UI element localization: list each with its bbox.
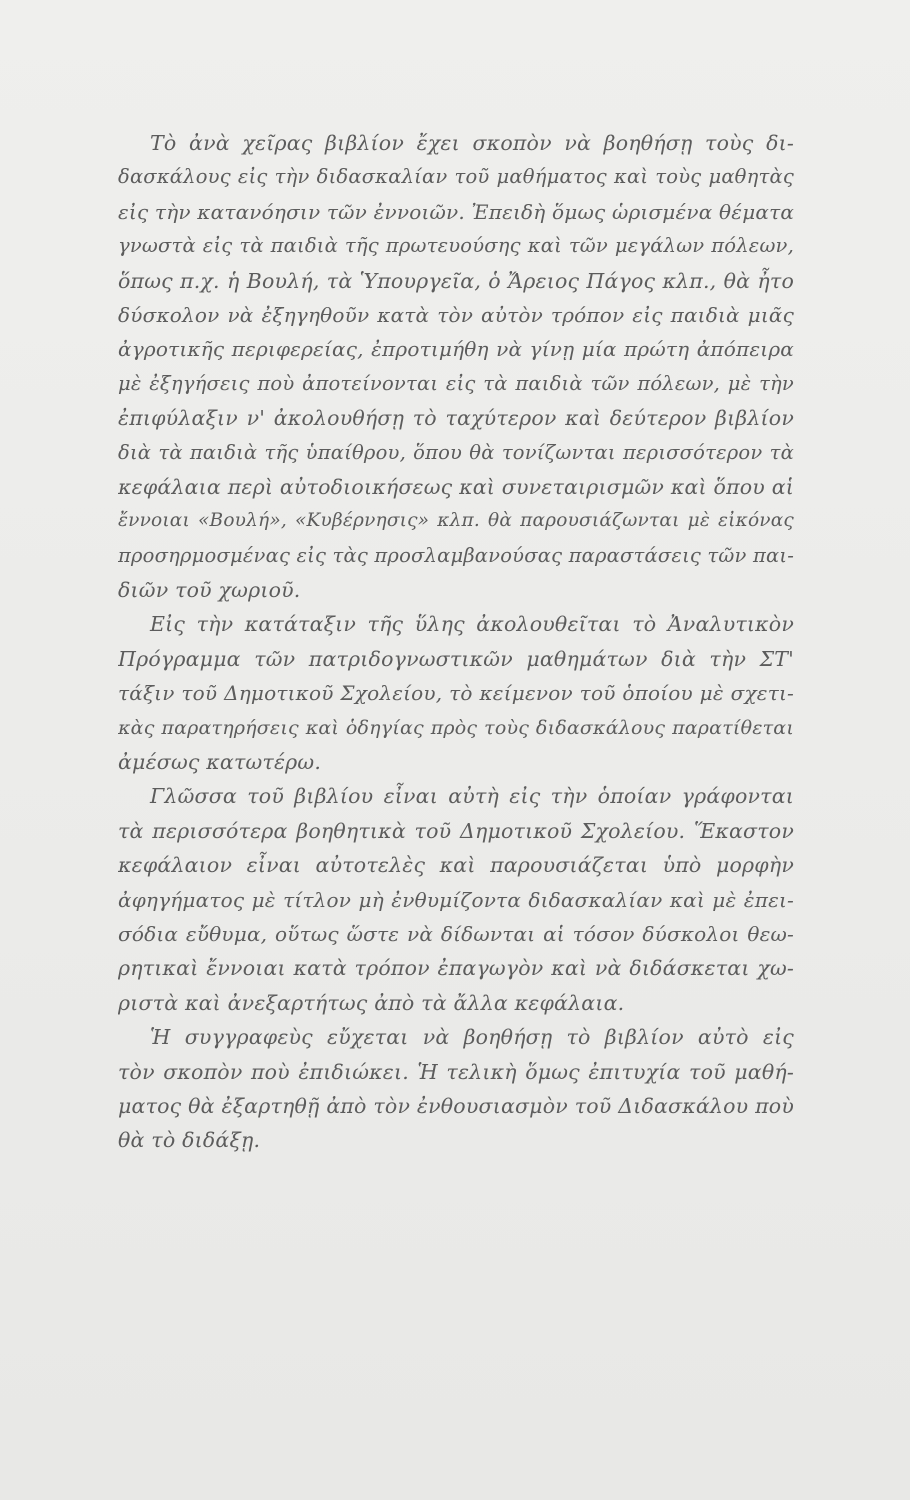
text-line: διὰ τὰ παιδιὰ τῆς ὑπαίθρου, ὅπου θὰ τονίζωνται περισσότερον τὰ	[118, 440, 794, 464]
text-line: ἔννοιαι «Βουλή», «Κυβέρνησις» κλπ. θὰ παρουσιάζωνται μὲ εἰκόνας	[118, 510, 794, 532]
text-line: κὰς παρατηρήσεις καὶ ὁδηγίας πρὸς τοὺς διδασκάλους παρατίθεται	[118, 716, 794, 739]
text-line: Πρόγραμμα τῶν πατριδογνωστικῶν μαθημάτων διὰ τὴν ΣΤ'	[118, 646, 794, 671]
text-line: τάξιν τοῦ Δημοτικοῦ Σχολείου, τὸ κείμενον τοῦ ὁποίου μὲ σχετι-	[118, 681, 794, 706]
preface-text	[118, 126, 794, 1158]
text-line: ρητικαὶ ἔννοιαι κατὰ τρόπον ἐπαγωγὸν καὶ νὰ διδάσκεται χω-	[118, 956, 794, 981]
text-line: Τὸ ἀνὰ χεῖρας βιβλίον ἔχει σκοπὸν νὰ βοηθήσῃ τοὺς δι-	[150, 131, 794, 155]
text-line: δασκάλους εἰς τὴν διδασκαλίαν τοῦ μαθήματος καὶ τοὺς μαθητὰς	[118, 165, 794, 189]
text-line: ἀγροτικῆς περιφερείας, ἐπροτιμήθη νὰ γίνῃ μία πρώτη ἀπόπειρα	[118, 337, 794, 362]
text-line: Γλῶσσα τοῦ βιβλίου εἶναι αὐτὴ εἰς τὴν ὁποίαν γράφονται	[150, 784, 794, 809]
text-line: Ἡ συγγραφεὺς εὔχεται νὰ βοηθήσῃ τὸ βιβλίον αὐτὸ εἰς	[150, 1025, 794, 1050]
text-line: εἰς τὴν κατανόησιν τῶν ἐννοιῶν. Ἐπειδὴ ὅμως ὡρισμένα θέματα	[118, 199, 794, 224]
text-line: γνωστὰ εἰς τὰ παιδιὰ τῆς πρωτευούσης καὶ τῶν μεγάλων πόλεων,	[118, 234, 794, 258]
text-line: μὲ ἐξηγήσεις ποὺ ἀποτείνονται εἰς τὰ παιδιὰ τῶν πόλεων, μὲ τὴν	[118, 371, 794, 395]
text-line: κεφάλαια περὶ αὐτοδιοικήσεως καὶ συνεταιρισμῶν καὶ ὅπου αἱ	[118, 474, 794, 499]
text-line: σόδια εὔθυμα, οὕτως ὥστε νὰ δίδωνται αἱ τόσον δύσκολοι θεω-	[118, 921, 794, 946]
text-line: δύσκολον νὰ ἐξηγηθοῦν κατὰ τὸν αὐτὸν τρόπον εἰς παιδιὰ μιᾶς	[118, 302, 794, 327]
text-line: θὰ τὸ διδάξῃ.	[118, 1128, 261, 1153]
text-line: ἀφηγήματος μὲ τίτλον μὴ ἐνθυμίζοντα διδασκαλίαν καὶ μὲ ἐπει-	[118, 887, 794, 912]
text-line: προσηρμοσμένας εἰς τὰς προσλαμβανούσας παραστάσεις τῶν παι-	[118, 543, 794, 567]
text-line: ἀμέσως κατωτέρω.	[118, 750, 322, 775]
text-line: Εἰς τὴν κατάταξιν τῆς ὕλης ἀκολουθεῖται τὸ Ἀναλυτικὸν	[150, 612, 794, 637]
text-line: τὸν σκοπὸν ποὺ ἐπιδιώκει. Ἡ τελικὴ ὅμως ἐπιτυχία τοῦ μαθή-	[118, 1059, 794, 1084]
text-line: διῶν τοῦ χωριοῦ.	[118, 578, 301, 603]
text-line: κεφάλαιον εἶναι αὐτοτελὲς καὶ παρουσιάζεται ὑπὸ μορφὴν	[118, 853, 794, 878]
text-line: ὅπως π.χ. ἡ Βουλή, τὰ Ὑπουργεῖα, ὁ Ἄρειος Πάγος κλπ., θὰ ἦτο	[118, 268, 794, 293]
text-line: ριστὰ καὶ ἀνεξαρτήτως ἀπὸ τὰ ἄλλα κεφάλαια.	[118, 990, 625, 1015]
text-line: τὰ περισσότερα βοηθητικὰ τοῦ Δημοτικοῦ Σχολείου. Ἕκαστον	[118, 818, 794, 843]
text-line: ἐπιφύλαξιν ν' ἀκολουθήσῃ τὸ ταχύτερον καὶ δεύτερον βιβλίον	[118, 406, 794, 431]
text-line: ματος θὰ ἐξαρτηθῇ ἀπὸ τὸν ἐνθουσιασμὸν τοῦ Διδασκάλου ποὺ	[118, 1093, 794, 1118]
